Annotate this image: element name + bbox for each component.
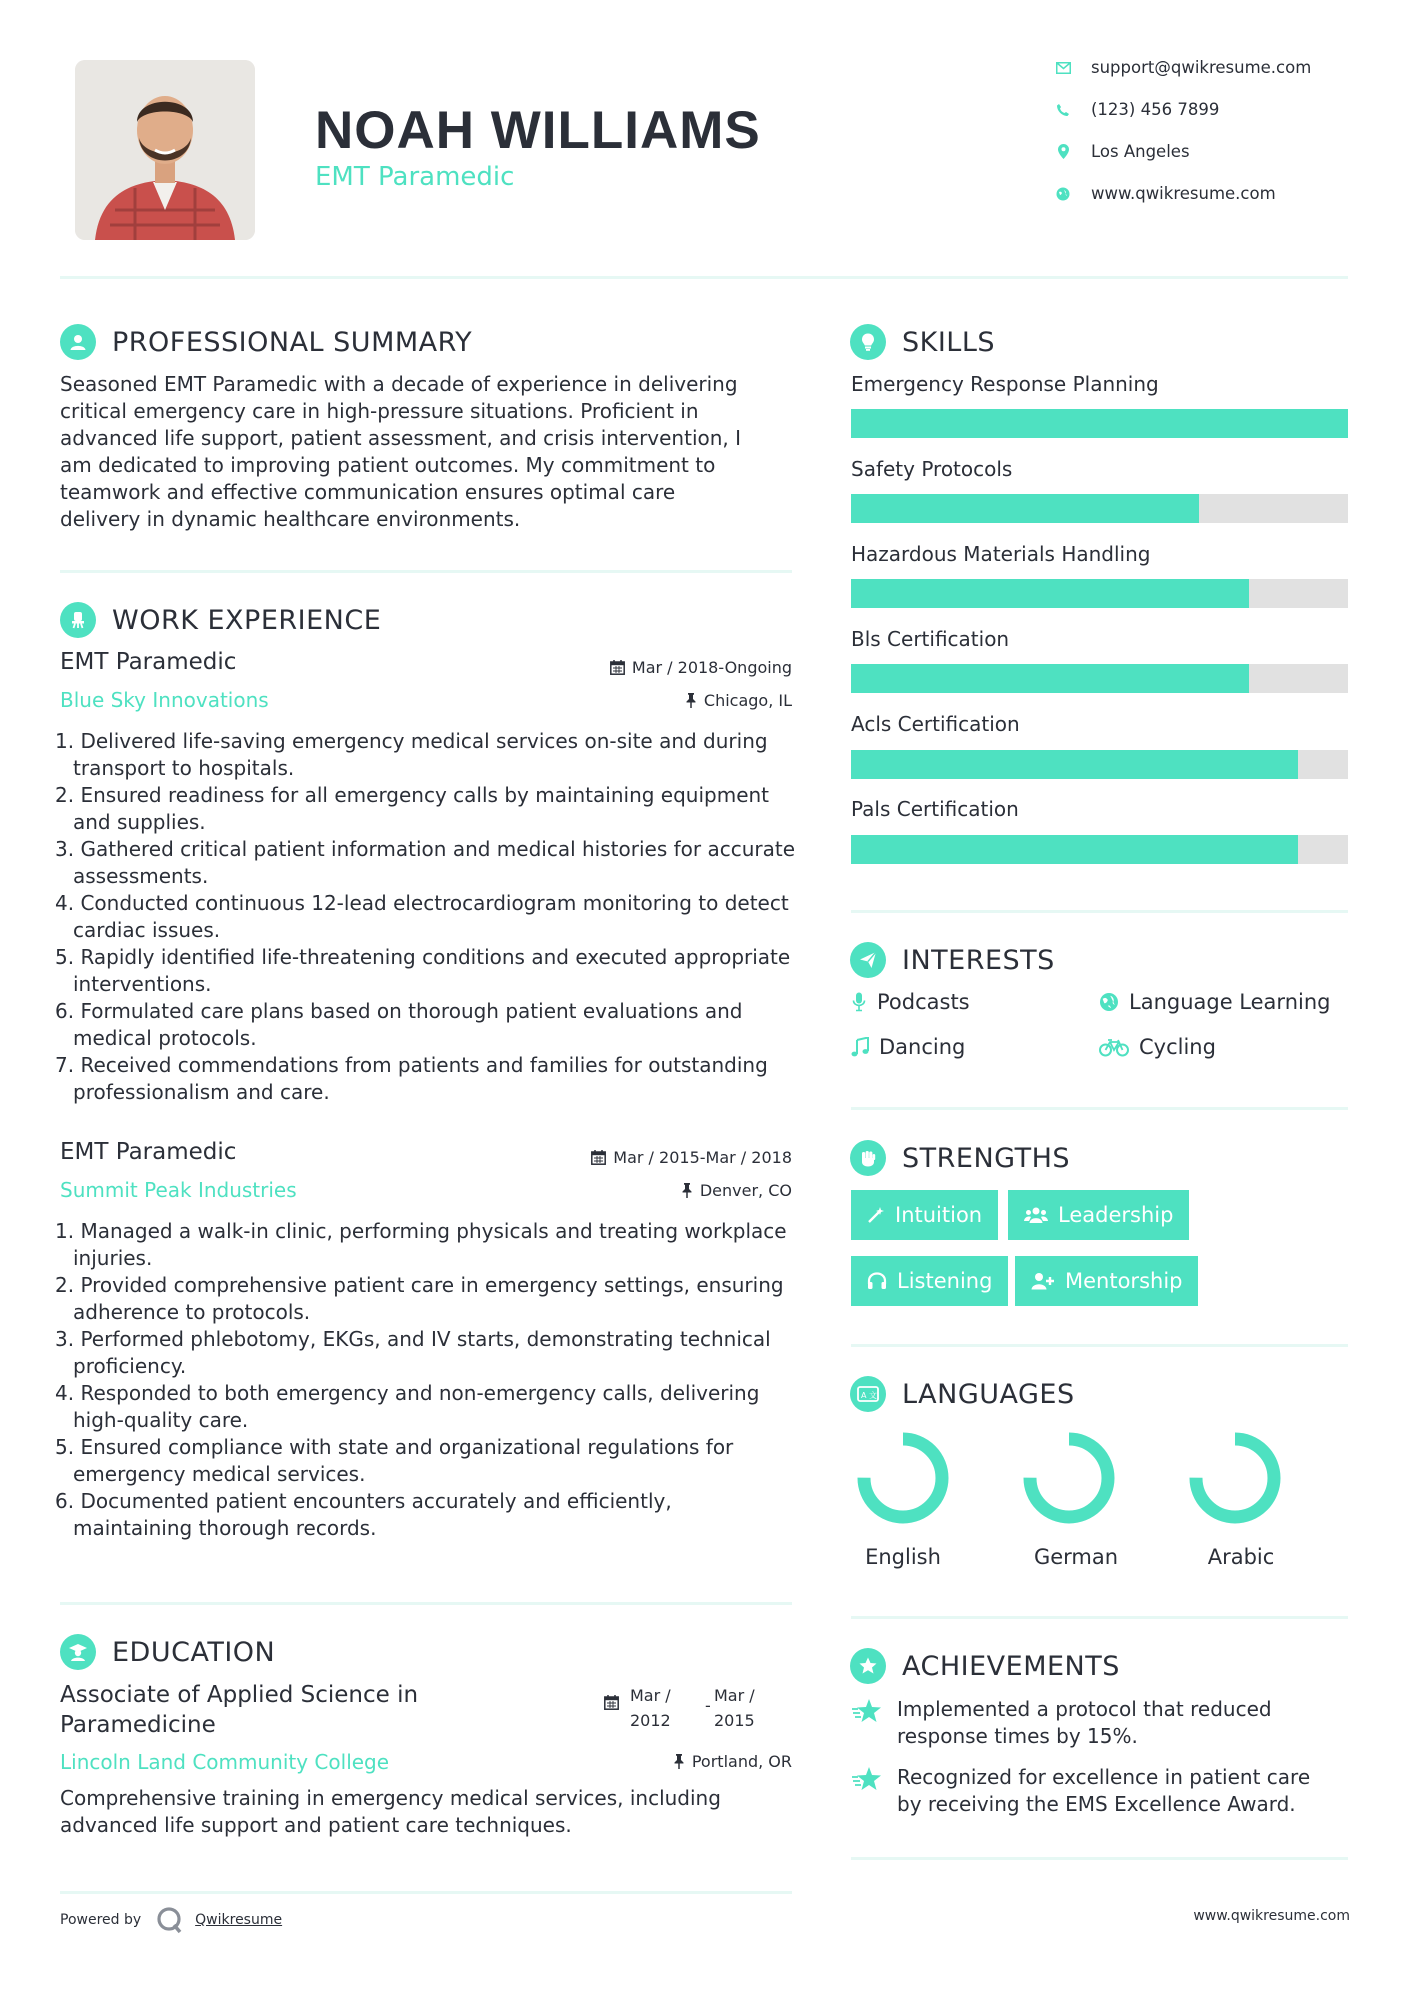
start-month: Mar / <box>630 1686 671 1705</box>
end-year: 2015 <box>714 1711 755 1730</box>
strength-tag <box>851 1190 998 1240</box>
language-gauge <box>855 1430 951 1526</box>
education-desc-line: advanced life support and patient care techniques. <box>60 1813 572 1837</box>
duty-item: 2. Provided comprehensive patient care in emergency settings, ensuring adherence to protocols. <box>55 1273 784 1324</box>
magic-wand-icon <box>867 1206 885 1224</box>
skill-label: Safety Protocols <box>851 457 1013 481</box>
duty-item: 3. Gathered critical patient information and medical histories for accurate assessments. <box>55 837 795 888</box>
strength-label: Intuition <box>895 1203 983 1227</box>
strength-tag <box>851 1256 1008 1306</box>
candidate-name: NOAH WILLIAMS <box>315 101 761 160</box>
achievement-line: Implemented a protocol that reduced <box>897 1697 1272 1721</box>
bicycle-icon <box>1099 1037 1129 1057</box>
fist-icon <box>850 1140 886 1176</box>
globe-icon <box>1055 186 1071 202</box>
skill-bar <box>851 835 1348 864</box>
skill-bar <box>851 579 1348 608</box>
interest-label: Podcasts <box>877 990 970 1014</box>
experience-divider <box>60 1602 792 1605</box>
strength-label: Leadership <box>1058 1203 1174 1227</box>
pushpin-icon <box>685 693 697 708</box>
email-icon <box>1055 60 1071 76</box>
location-icon <box>1055 144 1071 160</box>
strengths-divider <box>851 1344 1348 1347</box>
job-1-dates-text: Mar / 2018-Ongoing <box>631 658 792 677</box>
job-1-dates <box>520 658 792 677</box>
degree-line: Paramedicine <box>60 1712 216 1738</box>
skills-heading <box>850 324 995 360</box>
skill-bar-fill <box>851 409 1348 438</box>
calendar-icon <box>604 1695 619 1714</box>
skill-bar <box>851 664 1348 693</box>
globe-icon <box>1099 992 1119 1012</box>
footer-website[interactable]: www.qwikresume.com <box>1193 1908 1350 1924</box>
pushpin-icon <box>681 1183 693 1198</box>
contact-location <box>1055 142 1190 161</box>
experience-title: WORK EXPERIENCE <box>112 604 382 636</box>
job-1-title: EMT Paramedic <box>60 649 237 675</box>
interest-label: Cycling <box>1139 1035 1216 1059</box>
duty-item: 4. Responded to both emergency and non-emergency calls, delivering high-quality care. <box>55 1381 760 1432</box>
language-gauge-ring <box>1196 1439 1274 1517</box>
phone-icon <box>1055 102 1071 118</box>
calendar-icon <box>610 660 625 675</box>
pushpin-icon <box>673 1754 685 1769</box>
job-2-dates-text: Mar / 2015-Mar / 2018 <box>613 1148 792 1167</box>
skill-label: Acls Certification <box>851 712 1020 736</box>
job-1-company: Blue Sky Innovations <box>60 688 269 712</box>
interests-heading <box>850 942 1055 978</box>
achievement-item <box>851 1696 1348 1750</box>
headphones-icon <box>867 1272 887 1290</box>
header-divider <box>60 276 1348 279</box>
contact-website[interactable] <box>1055 184 1276 203</box>
interest-item <box>851 1035 965 1059</box>
duty-item: 5. Rapidly identified life-threatening conditions and executed appropriate interventions. <box>55 945 791 996</box>
user-icon <box>60 324 96 360</box>
star-badge-icon <box>850 1648 886 1684</box>
job-1-location-text: Chicago, IL <box>703 691 792 710</box>
contact-location-text: Los Angeles <box>1091 142 1190 161</box>
skill-bar-fill <box>851 835 1298 864</box>
interests-title: INTERESTS <box>902 944 1055 976</box>
education-heading <box>60 1634 275 1670</box>
achievement-line: response times by 15%. <box>897 1724 1138 1748</box>
education-degree <box>60 1680 500 1740</box>
interests-divider <box>851 1107 1348 1110</box>
users-icon <box>1024 1206 1048 1224</box>
job-2-duties <box>55 1218 795 1542</box>
skill-label: Hazardous Materials Handling <box>851 542 1151 566</box>
skill-bar <box>851 750 1348 779</box>
brand-link[interactable]: Qwikresume <box>195 1912 283 1928</box>
languages-heading <box>850 1376 1075 1412</box>
svg-text:A: A <box>861 1391 867 1400</box>
education-location <box>520 1752 792 1771</box>
person-avatar-icon <box>75 60 255 240</box>
interest-label: Dancing <box>879 1035 966 1059</box>
summary-divider <box>60 570 792 573</box>
strengths-title: STRENGTHS <box>902 1142 1071 1174</box>
language-label: English <box>865 1545 941 1569</box>
end-month: Mar / <box>714 1686 755 1705</box>
skill-bar <box>851 409 1348 438</box>
duty-item: 3. Performed phlebotomy, EKGs, and IV starts, demonstrating technical proficiency. <box>55 1327 771 1378</box>
achievement-item <box>851 1764 1348 1818</box>
skill-label: Emergency Response Planning <box>851 372 1159 396</box>
education-title: EDUCATION <box>112 1636 276 1668</box>
skills-title: SKILLS <box>902 326 996 358</box>
language-gauge <box>1187 1430 1283 1526</box>
education-school: Lincoln Land Community College <box>60 1750 390 1774</box>
candidate-title: EMT Paramedic <box>315 162 515 192</box>
job-1-location <box>520 691 792 710</box>
education-end <box>714 1683 755 1733</box>
language-label: Arabic <box>1207 1545 1275 1569</box>
skill-bar-fill <box>851 664 1249 693</box>
contact-website-text: www.qwikresume.com <box>1091 184 1276 203</box>
strength-label: Listening <box>897 1269 993 1293</box>
star-icon <box>851 1766 883 1792</box>
summary-title: PROFESSIONAL SUMMARY <box>112 326 473 358</box>
qwikresume-logo-icon <box>155 1905 185 1935</box>
skill-bar-fill <box>851 750 1298 779</box>
date-separator: - <box>705 1696 711 1715</box>
languages-title: LANGUAGES <box>902 1378 1075 1410</box>
music-note-icon <box>851 1037 869 1057</box>
summary-line: teamwork and effective communication ensures optimal care <box>60 480 676 504</box>
strengths-heading <box>850 1140 1070 1176</box>
experience-heading <box>60 602 381 638</box>
contact-email-text: support@qwikresume.com <box>1091 58 1312 77</box>
skill-bar-fill <box>851 494 1199 523</box>
duty-item: 6. Documented patient encounters accurately and efficiently, maintaining thorough records. <box>55 1489 672 1540</box>
language-gauge-ring <box>1030 1439 1108 1517</box>
language-gauge <box>1021 1430 1117 1526</box>
duty-item: 4. Conducted continuous 12-lead electrocardiogram monitoring to detect cardiac issues. <box>55 891 789 942</box>
summary-heading <box>60 324 472 360</box>
interest-item <box>1099 990 1330 1014</box>
job-2-location <box>520 1181 792 1200</box>
summary-line: am dedicated to improving patient outcomes. My commitment to <box>60 453 716 477</box>
achievement-line: by receiving the EMS Excellence Award. <box>897 1792 1296 1816</box>
skill-label: Bls Certification <box>851 627 1010 651</box>
star-icon <box>851 1698 883 1724</box>
achievements-heading <box>850 1648 1120 1684</box>
languages-divider <box>851 1616 1348 1619</box>
job-2-location-text: Denver, CO <box>699 1181 792 1200</box>
duty-item: 1. Delivered life-saving emergency medical services on-site and during transport to hospitals. <box>55 729 768 780</box>
skill-bar-fill <box>851 579 1249 608</box>
microphone-icon <box>851 992 867 1012</box>
profile-photo <box>75 60 255 240</box>
chair-icon <box>60 602 96 638</box>
summary-text <box>60 371 790 533</box>
degree-line: Associate of Applied Science in <box>60 1682 419 1708</box>
start-year: 2012 <box>630 1711 671 1730</box>
summary-line: critical emergency care in high-pressure situations. Proficient in <box>60 399 699 423</box>
strength-tag <box>1015 1256 1198 1306</box>
duty-item: 2. Ensured readiness for all emergency calls by maintaining equipment and supplies. <box>55 783 770 834</box>
achievements-divider <box>851 1857 1348 1860</box>
contact-phone[interactable] <box>1055 100 1219 119</box>
education-desc-line: Comprehensive training in emergency medical services, including <box>60 1786 721 1810</box>
summary-line: Seasoned EMT Paramedic with a decade of experience in delivering <box>60 372 738 396</box>
powered-by-label: Powered by <box>60 1912 142 1928</box>
education-location-text: Portland, OR <box>691 1752 792 1771</box>
svg-text:文: 文 <box>869 1391 877 1400</box>
job-1-duties <box>55 728 795 1106</box>
skill-label: Pals Certification <box>851 797 1019 821</box>
language-card-icon <box>850 1376 886 1412</box>
user-plus-icon <box>1031 1272 1055 1290</box>
job-2-dates <box>500 1148 792 1167</box>
lightbulb-icon <box>850 324 886 360</box>
language-label: German <box>1033 1545 1119 1569</box>
interest-item <box>1099 1035 1216 1059</box>
duty-item: 5. Ensured compliance with state and organizational regulations for emergency medical services. <box>55 1435 734 1486</box>
duty-item: 6. Formulated care plans based on thorough patient evaluations and medical protocols. <box>55 999 743 1050</box>
duty-item: 7. Received commendations from patients and families for outstanding professionalism and care. <box>55 1053 768 1104</box>
interest-item <box>851 990 970 1014</box>
skills-divider <box>851 910 1348 913</box>
interest-label: Language Learning <box>1129 990 1331 1014</box>
skill-bar <box>851 494 1348 523</box>
achievements-title: ACHIEVEMENTS <box>902 1650 1120 1682</box>
job-2-title: EMT Paramedic <box>60 1139 237 1165</box>
calendar-icon <box>591 1150 606 1165</box>
education-description <box>60 1785 800 1839</box>
summary-line: delivery in dynamic healthcare environments. <box>60 507 521 531</box>
strength-label: Mentorship <box>1065 1269 1183 1293</box>
job-2-company: Summit Peak Industries <box>60 1178 297 1202</box>
paper-plane-icon <box>850 942 886 978</box>
contact-email[interactable] <box>1055 58 1311 77</box>
achievement-line: Recognized for excellence in patient care <box>897 1765 1311 1789</box>
strength-tag <box>1008 1190 1189 1240</box>
duty-item: 1. Managed a walk-in clinic, performing physicals and treating workplace injuries. <box>55 1219 787 1270</box>
language-gauge-ring <box>864 1439 942 1517</box>
summary-line: advanced life support, patient assessment, and crisis intervention, I <box>60 426 742 450</box>
education-start <box>630 1683 671 1733</box>
graduate-icon <box>60 1634 96 1670</box>
contact-phone-text: (123) 456 7899 <box>1091 100 1220 119</box>
footer-divider <box>60 1891 792 1894</box>
powered-by <box>60 1905 282 1935</box>
